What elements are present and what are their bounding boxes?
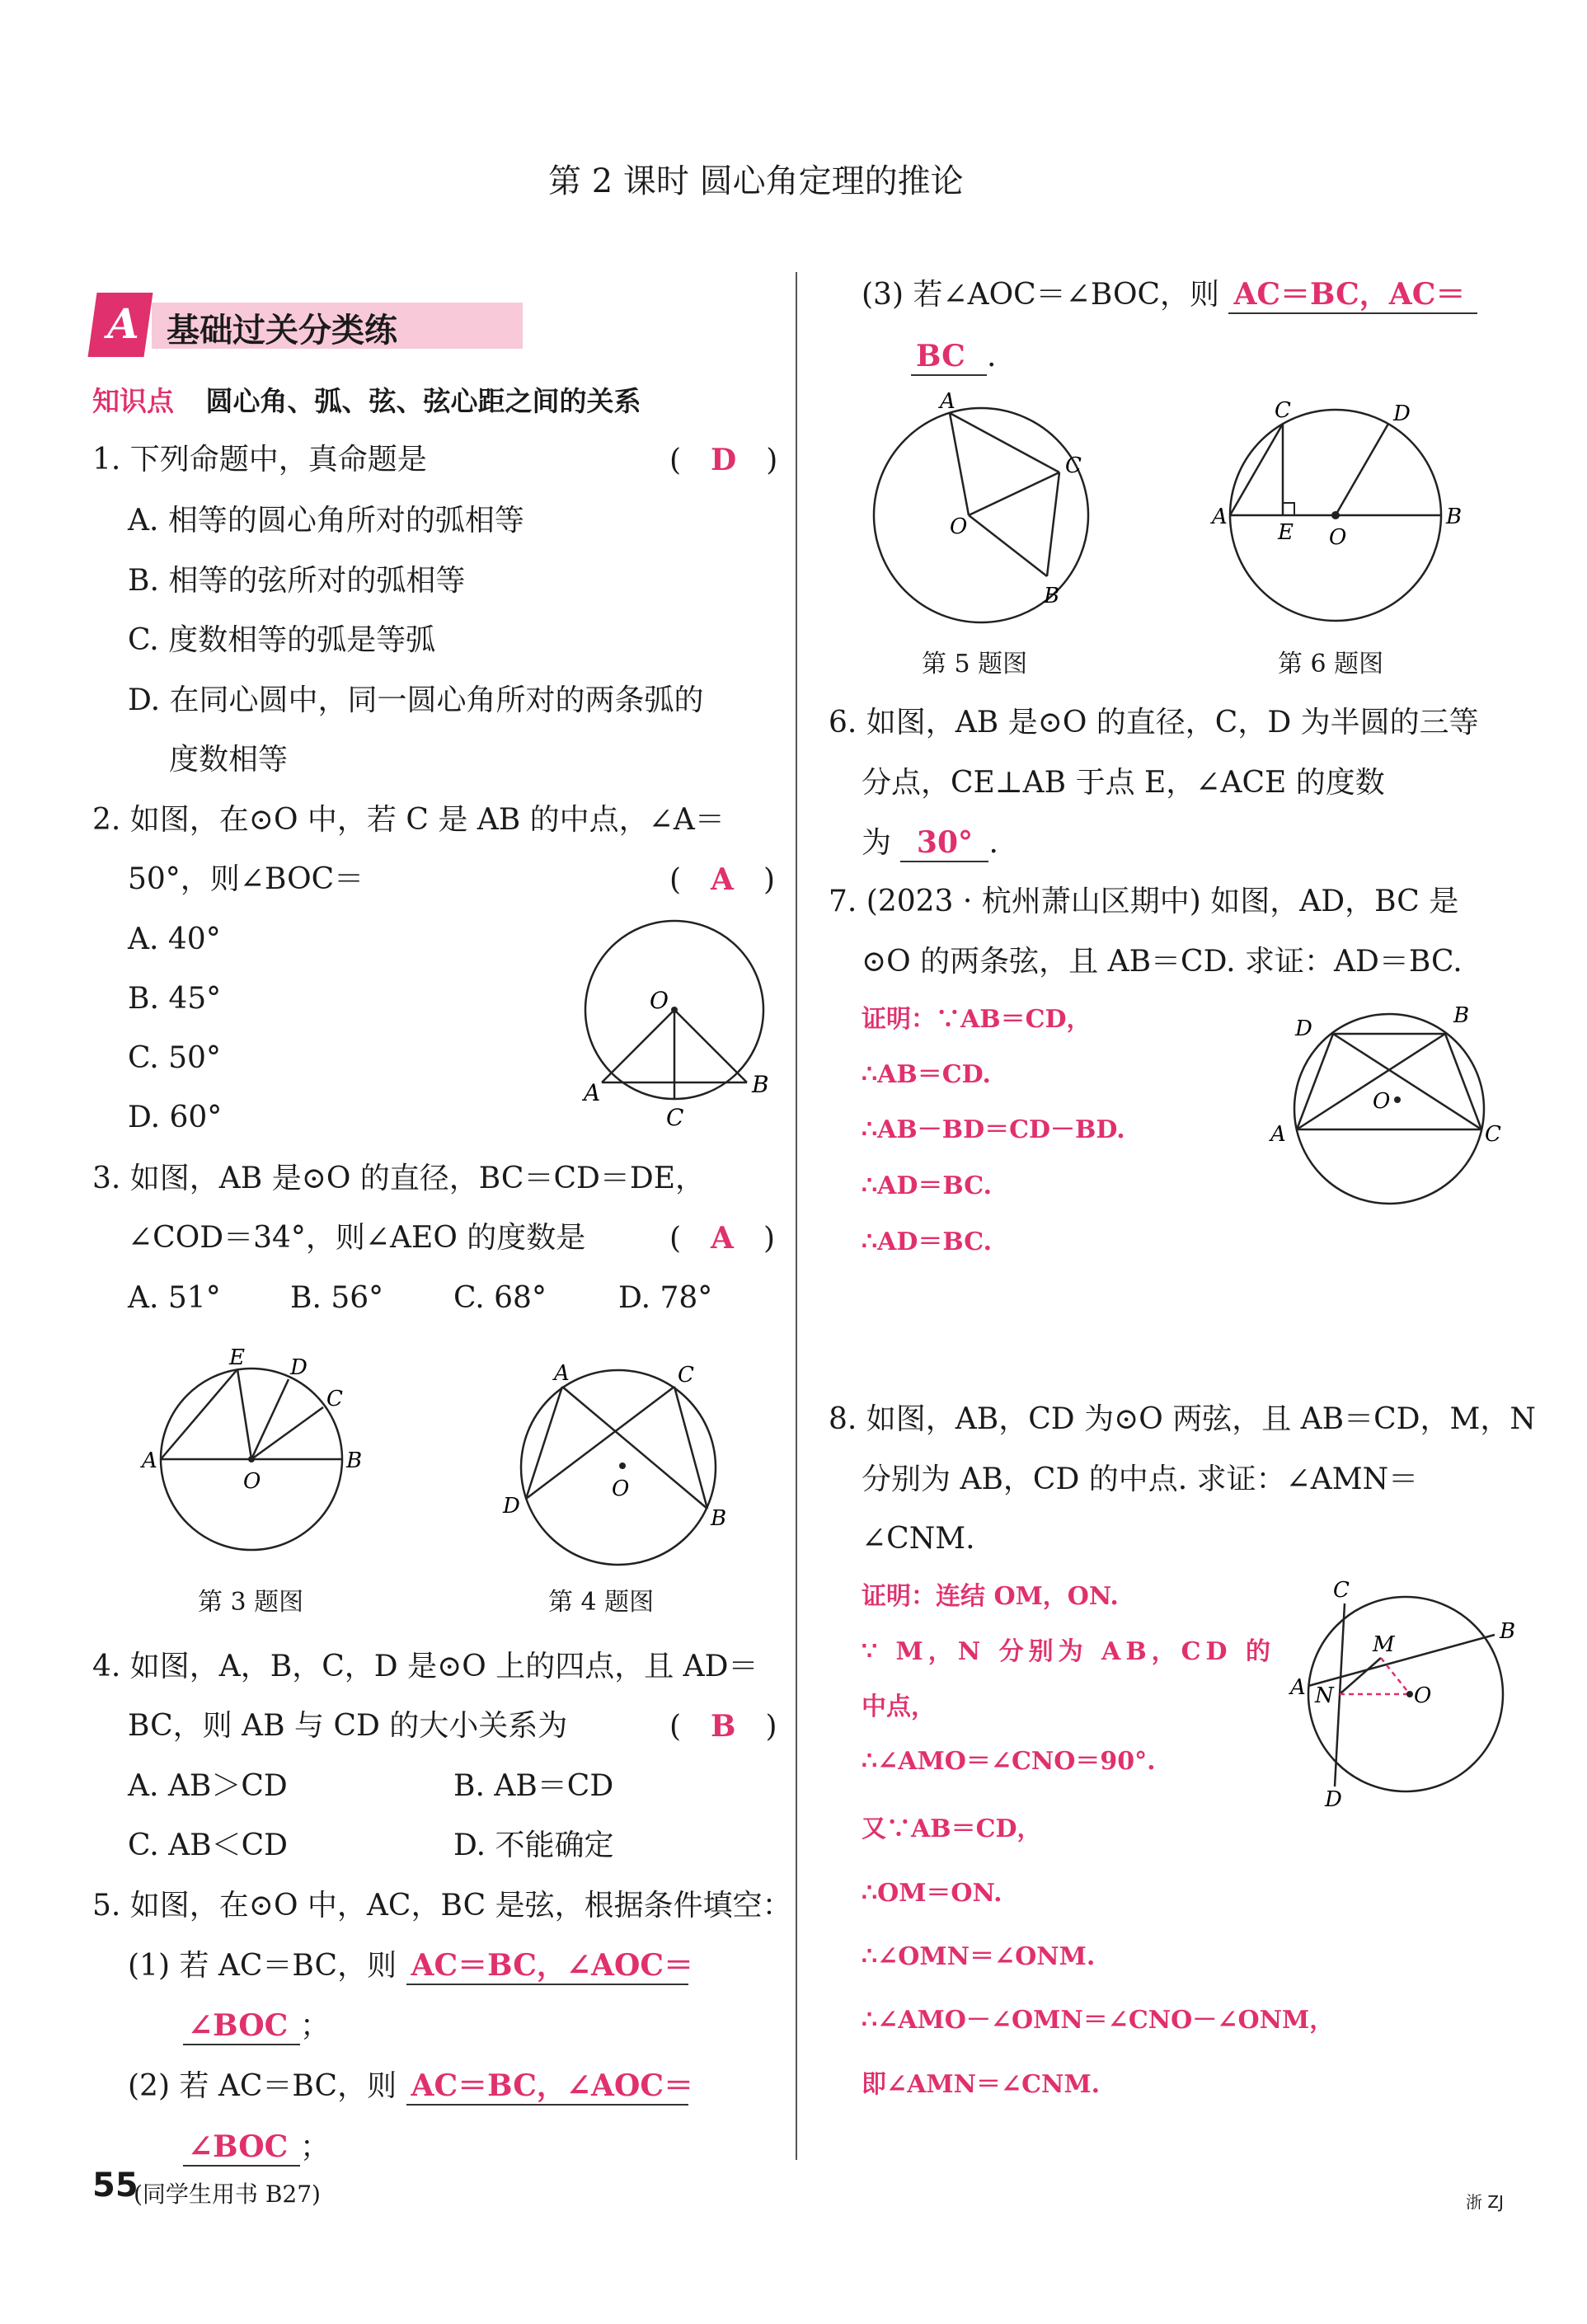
- q2-option-b: B. 45°: [128, 982, 222, 1016]
- q6-stem-3-text: 为: [862, 826, 892, 860]
- q2-option-a: A. 40°: [128, 923, 221, 956]
- q1-option-d-cont: 度数相等: [169, 743, 289, 777]
- knowledge-point: [92, 383, 641, 420]
- q7-stem-1: 7. (2023 · 杭州萧山区期中) 如图，AD，BC 是: [829, 885, 1459, 918]
- svg-text:A: A: [1212, 505, 1228, 529]
- q8-proof-line-9: 即∠AMN＝∠CNM.: [862, 2070, 1101, 2099]
- q5-part-1-cont: [183, 2007, 330, 2045]
- q8-proof-line-7: ∴∠OMN＝∠ONM.: [862, 1942, 1096, 1971]
- section-label: 基础过关分类练: [167, 312, 397, 350]
- q8-proof-line-8: ∴∠AMO－∠OMN＝∠CNO－∠ONM，: [862, 2006, 1335, 2035]
- svg-text:A: A: [1270, 1122, 1286, 1147]
- q7-proof-line-1: 证明：∵AB＝CD，: [862, 1005, 1092, 1034]
- svg-text:O: O: [1373, 1089, 1391, 1114]
- svg-text:B: B: [1044, 584, 1060, 608]
- q2-figure: [577, 919, 775, 1134]
- q2-stem-1: 2. 如图，在⊙O 中，若 C 是 AB 的中点，∠A＝: [92, 803, 725, 837]
- svg-text:O: O: [1329, 525, 1347, 550]
- q8-proof-line-4: ∴∠AMO＝∠CNO＝90°.: [862, 1747, 1156, 1776]
- q4-option-b: B. AB＝CD: [453, 1769, 614, 1803]
- q1-option-a: A. 相等的圆心角所对的弧相等: [128, 504, 524, 538]
- svg-text:O: O: [612, 1477, 630, 1501]
- q5-p2-semicolon: ；: [300, 2130, 331, 2164]
- svg-text:N: N: [1315, 1683, 1334, 1708]
- svg-text:O: O: [1414, 1683, 1432, 1708]
- q2-option-c: C. 50°: [128, 1041, 221, 1075]
- q1-answer-paren: ( D ): [669, 443, 778, 477]
- q2-answer: A: [711, 862, 734, 897]
- q5-p1-prefix: (1) 若 AC＝BC，则: [128, 1949, 397, 1983]
- svg-text:B: B: [1446, 505, 1463, 529]
- q4-answer: B: [711, 1709, 736, 1744]
- section-header: [92, 293, 529, 357]
- q4-stem-1: 4. 如图，A，B，C，D 是⊙O 上的四点，且 AD＝: [92, 1650, 758, 1683]
- q3-stem-2: ∠COD＝34°，则∠AEO 的度数是: [128, 1221, 586, 1255]
- q4-caption: 第 4 题图: [548, 1588, 655, 1617]
- svg-text:A: A: [940, 389, 955, 414]
- q5-p3-answer-2: BC: [911, 338, 987, 376]
- svg-text:D: D: [290, 1355, 308, 1380]
- q7-stem-2: ⊙O 的两条弦，且 AB＝CD. 求证：AD＝BC.: [862, 945, 1463, 979]
- q7-proof-line-3: ∴AB－BD＝CD－BD.: [862, 1115, 1125, 1144]
- q5-part-1: [128, 1947, 693, 1985]
- q4-option-c: C. AB＜CD: [128, 1829, 289, 1862]
- q3-answer: A: [711, 1221, 734, 1256]
- q6-figure: [1212, 396, 1463, 627]
- svg-text:C: C: [326, 1387, 343, 1411]
- q6-answer: 30°: [900, 824, 988, 862]
- q7-figure: [1265, 998, 1513, 1212]
- svg-text:E: E: [229, 1345, 245, 1370]
- svg-text:D: D: [1393, 401, 1411, 426]
- svg-text:B: B: [346, 1448, 363, 1473]
- q6-stem-1: 6. 如图，AB 是⊙O 的直径，C，D 为半圆的三等: [829, 706, 1479, 739]
- q3-stem-1: 3. 如图，AB 是⊙O 的直径，BC＝CD＝DE，: [92, 1162, 706, 1195]
- svg-text:D: D: [503, 1494, 520, 1519]
- q5-p3-period: .: [987, 340, 997, 373]
- svg-text:O: O: [950, 514, 968, 539]
- section-badge: A: [107, 299, 139, 348]
- svg-text:C: C: [1275, 398, 1291, 423]
- q8-proof-line-3: 中点，: [862, 1693, 936, 1721]
- svg-text:C: C: [666, 1104, 684, 1131]
- q1-option-b: B. 相等的弦所对的弧相等: [128, 564, 466, 598]
- q4-option-a: A. AB＞CD: [128, 1769, 288, 1803]
- q5-figure: [857, 389, 1096, 631]
- q3-caption: 第 3 题图: [198, 1588, 304, 1617]
- svg-text:B: B: [1453, 1003, 1470, 1028]
- svg-text:C: C: [1065, 453, 1082, 478]
- svg-text:O: O: [650, 987, 669, 1014]
- q8-stem-1: 8. 如图，AB，CD 为⊙O 两弦，且 AB＝CD，M，N: [829, 1402, 1536, 1436]
- svg-text:B: B: [711, 1506, 727, 1531]
- q8-proof-line-1: 证明：连结 OM，ON.: [862, 1582, 1119, 1611]
- svg-text:C: C: [1333, 1578, 1350, 1603]
- svg-text:A: A: [584, 1079, 601, 1106]
- q6-stem-2: 分点，CE⊥AB 于点 E，∠ACE 的度数: [862, 766, 1385, 800]
- svg-text:E: E: [1278, 520, 1294, 545]
- q5-p3-answer-1: AC＝BC，AC＝: [1228, 276, 1477, 314]
- q7-proof-line-4: ∴AD＝BC.: [862, 1171, 993, 1200]
- q5-p1-answer-1: AC＝BC，∠AOC＝: [406, 1947, 688, 1985]
- svg-text:C: C: [1485, 1122, 1501, 1147]
- q5-p3-prefix: (3) 若∠AOC＝∠BOC，则: [862, 278, 1220, 312]
- q7-proof-line-5: ∴AD＝BC.: [862, 1228, 993, 1256]
- q5-part-2: [128, 2068, 693, 2106]
- q6-stem-3: 为 30° .: [862, 824, 998, 862]
- q5-part-3-cont: [911, 338, 996, 376]
- q2-answer-paren: ( A ): [669, 862, 776, 897]
- knowledge-text: 圆心角、弧、弦、弦心距之间的关系: [205, 385, 641, 417]
- svg-text:A: A: [554, 1361, 570, 1386]
- q5-p2-answer-2: ∠BOC: [183, 2129, 300, 2167]
- q8-proof-line-5: 又∵AB＝CD，: [862, 1815, 1042, 1843]
- q2-stem-2: 50°，则∠BOC＝: [128, 862, 364, 896]
- svg-text:B: B: [752, 1071, 769, 1098]
- page-number: 55: [92, 2167, 139, 2204]
- knowledge-tag: 知识点: [92, 385, 174, 417]
- q4-stem-2: BC，则 AB 与 CD 的大小关系为: [128, 1709, 568, 1743]
- q1-option-c: C. 度数相等的弧是等弧: [128, 623, 436, 657]
- q3-option-d: D. 78°: [618, 1281, 713, 1315]
- svg-text:D: D: [1325, 1787, 1342, 1812]
- q1-stem: 1. 下列命题中，真命题是: [92, 443, 427, 477]
- q8-proof-line-2: ∵ M，N 分别为 AB，CD 的: [862, 1637, 1276, 1666]
- q8-figure: [1274, 1579, 1521, 1810]
- q4-option-d: D. 不能确定: [453, 1829, 614, 1862]
- q3-option-c: C. 68°: [453, 1281, 547, 1315]
- svg-text:C: C: [678, 1363, 694, 1387]
- q4-answer-paren: ( B ): [669, 1709, 777, 1744]
- q6-caption: 第 6 题图: [1278, 650, 1384, 678]
- edition-mark: 浙 ZJ: [1466, 2192, 1504, 2212]
- q5-stem: 5. 如图，在⊙O 中，AC，BC 是弦，根据条件填空：: [92, 1889, 792, 1923]
- q5-part-2-cont: [183, 2129, 330, 2167]
- q2-option-d: D. 60°: [128, 1101, 223, 1134]
- q5-p2-answer-1: AC＝BC，∠AOC＝: [406, 2068, 688, 2106]
- q4-figure: [495, 1352, 725, 1583]
- svg-text:D: D: [1295, 1016, 1312, 1041]
- column-divider: [796, 272, 797, 2160]
- q5-caption: 第 5 题图: [922, 650, 1028, 678]
- svg-text:B: B: [1500, 1619, 1516, 1644]
- q5-p2-prefix: (2) 若 AC＝BC，则: [128, 2069, 397, 2103]
- q1-option-d: D. 在同心圆中，同一圆心角所对的两条弧的: [128, 683, 704, 717]
- q5-p1-answer-2: ∠BOC: [183, 2007, 300, 2045]
- q3-option-a: A. 51°: [128, 1281, 221, 1315]
- svg-text:A: A: [142, 1448, 157, 1473]
- q3-figure: [140, 1340, 379, 1587]
- q3-option-b: B. 56°: [290, 1281, 384, 1315]
- q5-p1-semicolon: ；: [300, 2009, 331, 2043]
- q5-part-3: [862, 276, 1477, 314]
- q8-stem-2: 分别为 AB，CD 的中点. 求证：∠AMN＝: [862, 1462, 1419, 1496]
- q7-proof-line-2: ∴AB＝CD.: [862, 1060, 991, 1089]
- q1-answer: D: [711, 443, 737, 477]
- page-title: 第 2 课时 圆心角定理的推论: [548, 162, 964, 200]
- q8-stem-3: ∠CNM.: [862, 1522, 975, 1556]
- q8-proof-line-6: ∴OM＝ON.: [862, 1879, 1002, 1908]
- q3-answer-paren: ( A ): [669, 1221, 776, 1256]
- svg-text:O: O: [243, 1469, 261, 1494]
- svg-text:A: A: [1290, 1675, 1306, 1700]
- svg-text:M: M: [1373, 1632, 1395, 1657]
- book-reference: (同学生用书 B27): [134, 2181, 321, 2208]
